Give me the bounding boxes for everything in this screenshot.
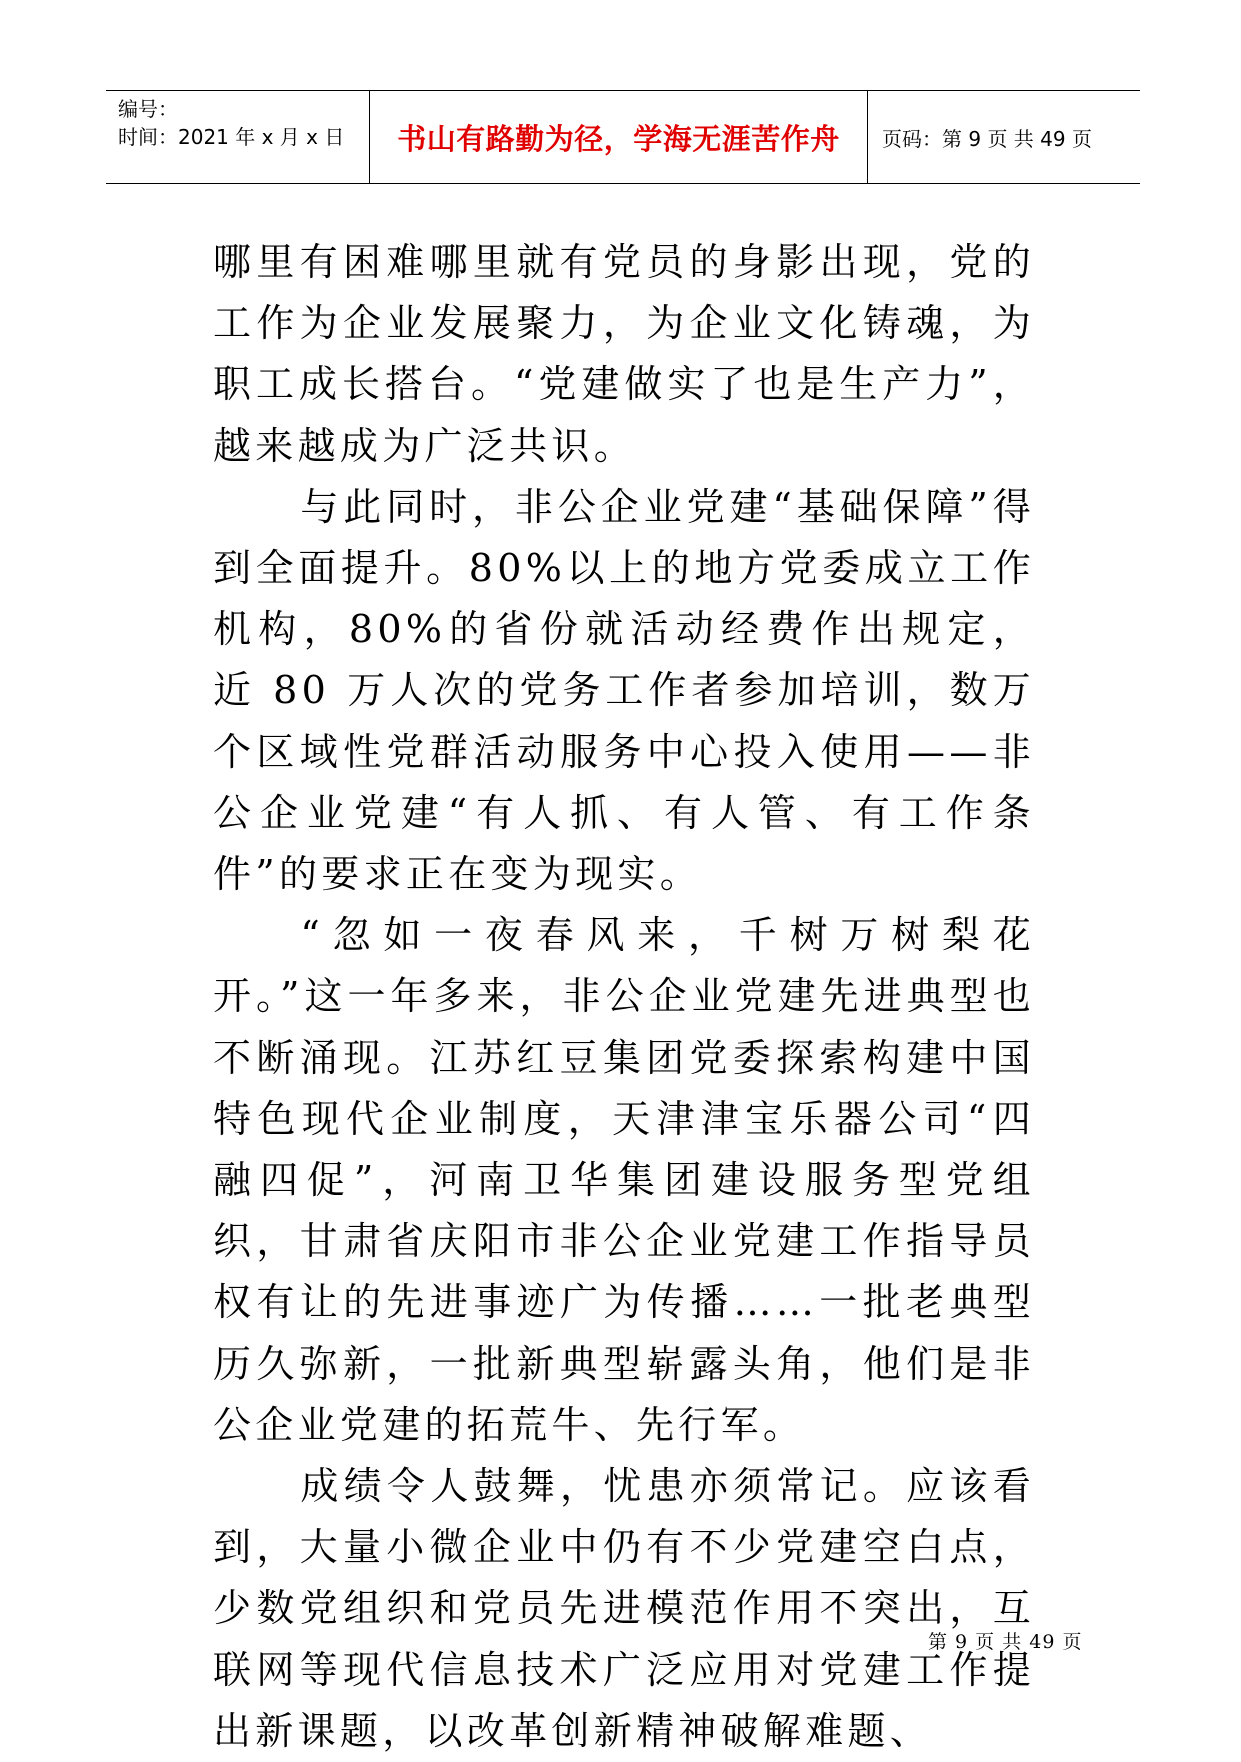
header-meta [106,91,370,183]
paragraph-2: 与此同时，非公企业党建“基础保障”得到全面提升。80%以上的地方党委成立工作机构，80%的省份就活动经费作出规定， 近 80 万人次的党务工作者参加培训，数万个区域性党群活动服务中心投入使用——非公企业党建“有人抓、有人管、有工作条件”的要求正在变为现实。 [213,484,1035,897]
page-header [106,90,1140,184]
paragraph-1: 哪里有困难哪里就有党员的身影出现，党的工作为企业发展聚力，为企业文化铸魂，为职工成长搭台。“党建做实了也是生产力”，越来越成为广泛共识。 [213,240,1035,468]
time-label: 时间：2021 年 x 月 x 日 [118,125,345,149]
body-text [213,232,1035,1762]
header-motto: 书山有路勤为径，学海无涯苦作舟 [370,91,868,183]
paragraph-4: 成绩令人鼓舞，忧患亦须常记。应该看到，大量小微企业中仍有不少党建空白点，少数党组织和党员先进模范作用不突出，互联网等现代信息技术广泛应用对党建工作提出新课题，以改革创新精神破解难题、 [213,1464,1035,1753]
serial-label: 编号： [118,97,178,121]
page-footer-number: 第 9 页 共 49 页 [928,1631,1083,1653]
header-page-info: 页码：第 9 页 共 49 页 [882,126,1092,151]
paragraph-3: “忽如一夜春风来，千树万树梨花开。”这一年多来，非公企业党建先进典型也不断涌现。江苏红豆集团党委探索构建中国特色现代企业制度，天津津宝乐器公司“四融四促”，河南卫华集团建设服务型党组织，甘肃省庆阳市非公企业党建工作指导员权有让的先进事迹广为传播……一批老典型历久弥新，一批新典型崭露头角，他们是非公企业党建的拓荒牛、先行军。 [213,913,1035,1447]
